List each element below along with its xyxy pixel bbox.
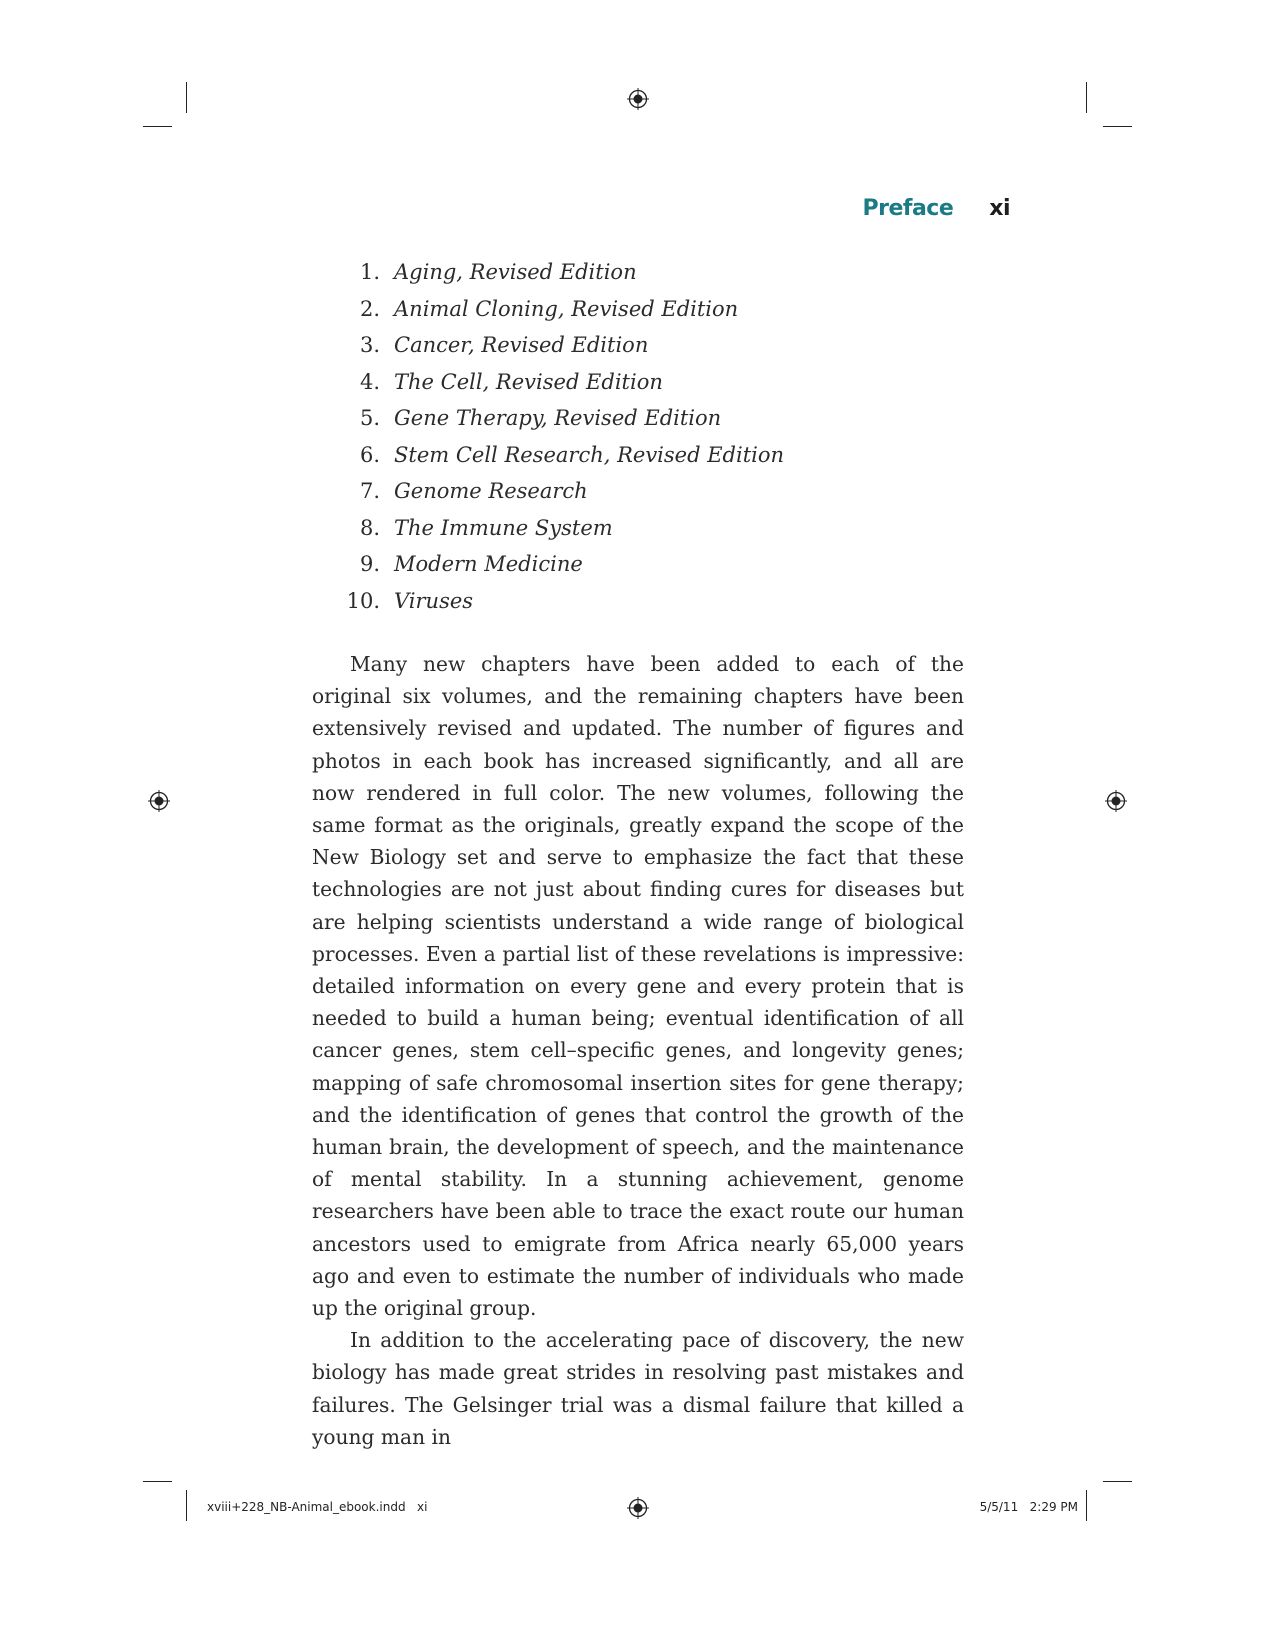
running-header	[862, 196, 1010, 221]
list-item	[338, 473, 784, 510]
page-number: xi	[989, 196, 1010, 221]
list-item-number: 5.	[359, 406, 380, 430]
list-item	[338, 291, 784, 328]
list-item	[338, 254, 784, 291]
slug-filename: xviii+228_NB-Animal_ebook.indd xi	[207, 1500, 428, 1514]
registration-mark-icon	[1105, 790, 1127, 812]
list-item-number: 1.	[359, 260, 380, 284]
list-item	[338, 546, 784, 583]
list-item	[338, 583, 784, 620]
list-item-number: 3.	[359, 333, 380, 357]
slug-timestamp: 5/5/11 2:29 PM	[979, 1500, 1078, 1514]
list-item-title: Cancer, Revised Edition	[394, 333, 649, 357]
list-item-number: 10.	[346, 588, 380, 613]
list-item-title: Modern Medicine	[394, 552, 583, 576]
crop-mark-top-left-h	[143, 126, 172, 127]
list-item-title: Stem Cell Research, Revised Edition	[394, 442, 785, 467]
list-item-title: Viruses	[394, 588, 474, 613]
header-title: Preface	[862, 196, 954, 221]
crop-mark-bottom-right-h	[1103, 1481, 1132, 1482]
list-item	[338, 510, 784, 547]
paragraph: Many new chapters have been added to each of the original six volumes, and the remaining chapters have been extensively revised and updated. The number of figures and photos in each book has increased significantly, and all are now rendered in full color. The new volumes, following the same format as the originals, greatly expand the scope of the New Biology set and serve to emphasize the fact that these technologies are not just about finding cures for diseases but are helping scientists understand a wide range of biological processes. Even a partial list of these revelations is impressive: detailed information on every gene and every protein that is needed to build a human being; eventual identification of all cancer genes, stem cell–specific genes, and longevity genes; mapping of safe chromosomal insertion sites for gene therapy; and the identification of genes that control the growth of the human brain, the development of speech, and the maintenance of mental stability. In a stunning achievement, genome researchers have been able to trace the exact route our human ancestors used to emigrate from Africa nearly 65,000 years ago and even to estimate the number of individuals who made up the original group.	[312, 652, 964, 1321]
crop-mark-bottom-right	[1086, 1490, 1087, 1521]
list-item-number: 2.	[359, 296, 380, 321]
list-item	[338, 400, 784, 437]
crop-mark-bottom-left	[186, 1490, 187, 1521]
registration-mark-icon	[148, 790, 170, 812]
list-item-title: Aging, Revised Edition	[394, 260, 637, 284]
crop-mark-top-right	[1086, 82, 1087, 113]
paragraph: In addition to the accelerating pace of discovery, the new biology has made great strides in resolving past mistakes and failures. The Gelsinger trial was a dismal failure that killed a young man in	[312, 1328, 964, 1449]
list-item-number: 9.	[359, 552, 380, 576]
list-item-title: The Immune System	[394, 515, 613, 540]
list-item-title: Animal Cloning, Revised Edition	[394, 296, 739, 321]
list-item-title: The Cell, Revised Edition	[394, 369, 663, 394]
list-item-number: 8.	[359, 515, 380, 540]
list-item	[338, 437, 784, 474]
list-item-number: 7.	[359, 479, 380, 503]
body-text	[312, 648, 964, 1453]
list-item-number: 6.	[359, 442, 380, 467]
list-item	[338, 364, 784, 401]
registration-mark-icon	[627, 88, 649, 110]
list-item	[338, 327, 784, 364]
crop-mark-top-left	[186, 82, 187, 113]
crop-mark-top-right-h	[1103, 126, 1132, 127]
book-list	[338, 254, 784, 619]
list-item-number: 4.	[359, 369, 380, 394]
crop-mark-bottom-left-h	[143, 1481, 172, 1482]
list-item-title: Gene Therapy, Revised Edition	[394, 406, 722, 430]
list-item-title: Genome Research	[394, 479, 588, 503]
registration-mark-icon	[627, 1497, 649, 1519]
